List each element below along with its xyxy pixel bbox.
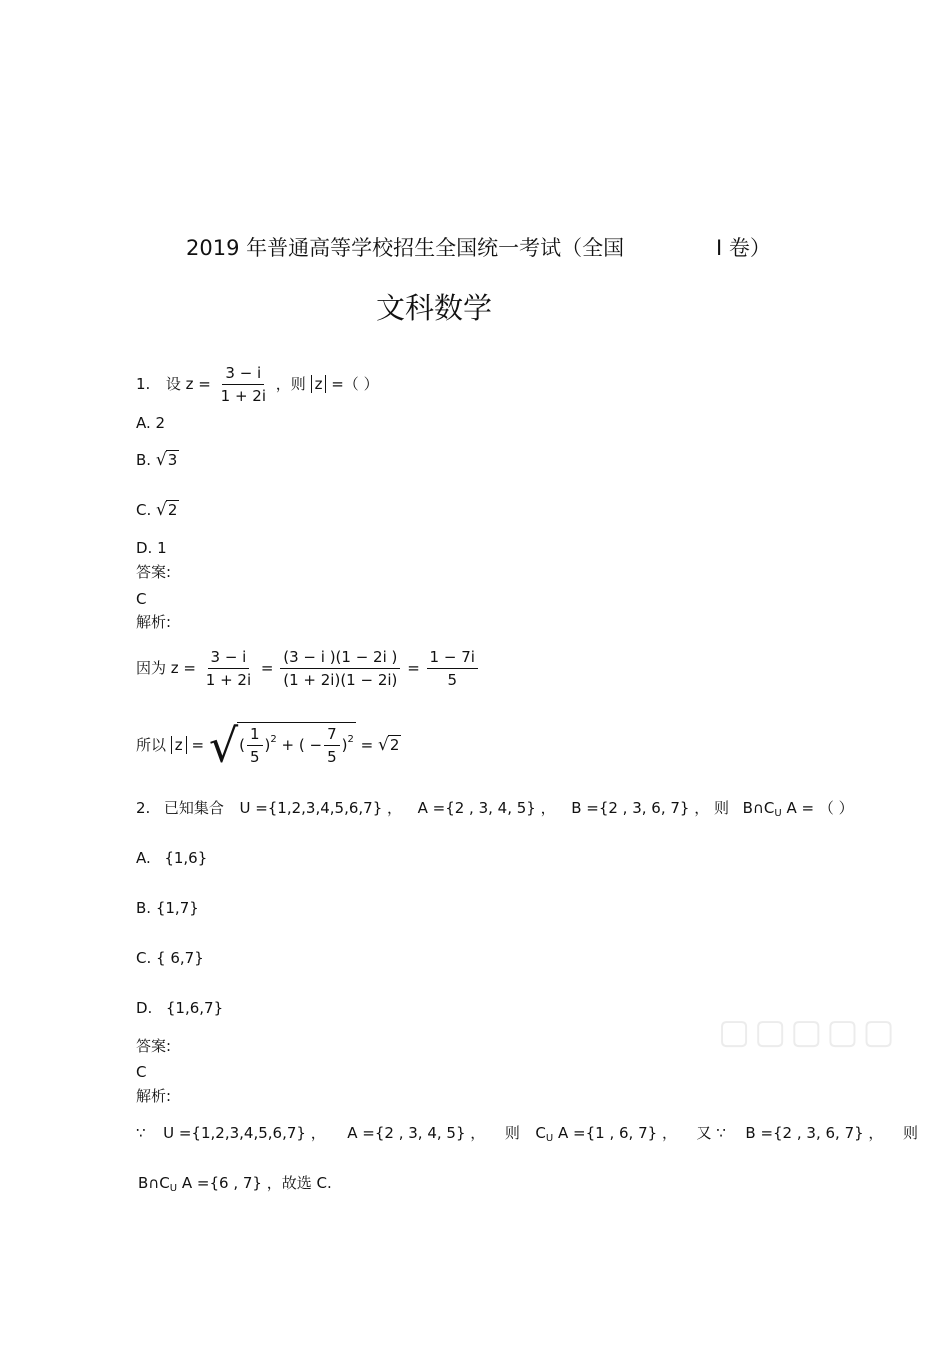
q1-sol2-eq: = (191, 736, 205, 754)
because-icon: ∵ (136, 1124, 146, 1142)
q1-sol1-frac3-num: 1 − 7i (427, 648, 478, 669)
q1-sol2-frac2-num: 7 (324, 725, 340, 746)
q1-frac-denominator: 1 + 2i (220, 387, 266, 405)
q2-option-c (136, 949, 204, 967)
q1-sol2-frac2-den: 5 (327, 748, 337, 766)
q2-expr-complement: C (763, 799, 775, 817)
q1-sol2-open1: ( (239, 736, 245, 754)
q1-sol1-pre: 因为 z = (136, 659, 196, 677)
q1-stem (136, 364, 379, 405)
q1-sol2-square2: 2 (347, 734, 354, 745)
q2-sol1-set-b: B ={2 , 3, 6, 7} ， (745, 1124, 884, 1142)
q1-option-a (136, 414, 165, 432)
q2-answer: C (136, 1063, 147, 1081)
q1-solution-line1 (136, 648, 480, 689)
q1-sol2-plus: + ( − (281, 736, 323, 754)
q1-sol2-frac2 (324, 725, 340, 766)
q2-option-a-value: {1,6} (164, 849, 208, 867)
q1-prompt-mid: ，则 (275, 375, 306, 393)
q1-sol2-frac1-num: 1 (247, 725, 263, 746)
q1-sol2-frac1 (247, 725, 263, 766)
q1-abs-z: z (311, 375, 327, 393)
q1-sol2-close1: ) (264, 736, 271, 754)
q2-solution-line1 (136, 1124, 918, 1148)
q2-option-d-label: D. (136, 999, 153, 1017)
intersection-icon: ∩ (752, 799, 764, 817)
q2-sol1-complement-sub: U (545, 1133, 554, 1144)
q1-option-a-value: 2 (155, 414, 166, 432)
q2-blank: （ ） (818, 799, 854, 817)
q1-option-b-value: 3 (167, 451, 178, 469)
q1-frac-numerator: 3 − i (222, 364, 264, 385)
exam-title: 2019 年普通高等学校招生全国统一考试（全国 (186, 236, 625, 260)
q2-option-b-value: {1,7} (155, 899, 199, 917)
sqrt-icon: √ (156, 500, 167, 520)
q2-sol1-set-u: U ={1,2,3,4,5,6,7} ， (163, 1124, 326, 1142)
q1-sol2-result-eq: = (360, 736, 374, 754)
q1-fraction (218, 364, 269, 405)
q1-sol1-frac2-num: (3 − i )(1 − 2i ) (280, 648, 400, 669)
q1-sol2-result: 2 (389, 736, 400, 754)
q2-analysis-label: 解析: (136, 1087, 172, 1105)
q1-sol2-radicand (237, 722, 356, 766)
q2-stem (136, 799, 854, 823)
q2-set-u: U ={1,2,3,4,5,6,7} ， (239, 799, 403, 817)
q1-sol2-pre: 所以 (136, 736, 167, 754)
q2-set-b: B ={2 , 3, 6, 7} ， (571, 799, 710, 817)
sqrt-icon: √ (208, 718, 239, 773)
q2-option-c-label: C. (136, 949, 152, 967)
q1-option-c-label: C. (136, 501, 152, 519)
q1-option-a-label: A. (136, 414, 151, 432)
q1-option-d-label: D. (136, 539, 153, 557)
q2-sol2-complement: C (159, 1174, 170, 1192)
watermark: ▢▢▢▢▢ (718, 1012, 899, 1052)
q2-sol2-complement-sub: U (169, 1183, 178, 1194)
q1-sol1-frac3 (427, 648, 478, 689)
q2-option-a-label: A. (136, 849, 151, 867)
q2-then: 则 (714, 799, 730, 817)
q2-expr-complement-sub: U (774, 808, 782, 819)
q2-sol1-then2: 则 (903, 1124, 919, 1142)
q2-sol1-set-a: A ={2 , 3, 4, 5} ， (347, 1124, 486, 1142)
sqrt-icon: √ (155, 450, 167, 470)
q2-sol1-also: 又 ∵ (696, 1124, 726, 1142)
q2-sol1-then: 则 (504, 1124, 520, 1142)
exam-subtitle: 文科数学 (376, 291, 493, 325)
q1-option-d (136, 539, 167, 557)
q2-sol1-complement-result: A ={1 , 6, 7} ， (558, 1124, 677, 1142)
q1-option-d-value: 1 (157, 539, 167, 557)
intersection-icon: ∩ (148, 1174, 160, 1192)
q2-option-d-value: {1,6,7} (165, 999, 224, 1017)
q2-number: 2. (136, 799, 151, 817)
q2-option-b (136, 899, 199, 917)
q2-prompt: 已知集合 (163, 799, 224, 817)
q1-prompt-post: =（ ） (331, 375, 379, 393)
q2-answer-label: 答案: (136, 1037, 172, 1055)
q2-expr-a: A = (786, 799, 815, 817)
exam-title-suffix: I 卷） (716, 236, 771, 260)
q1-option-b-label: B. (136, 451, 152, 469)
q2-option-b-label: B. (136, 899, 152, 917)
q2-sol1-complement: C (535, 1124, 546, 1142)
q1-answer-label: 答案: (136, 563, 172, 581)
q2-sol2-rest: A ={6 , 7} ，故选 C. (181, 1174, 332, 1192)
q2-option-d (136, 999, 223, 1017)
q1-sol1-eq1: = (260, 659, 274, 677)
q1-answer: C (136, 590, 147, 608)
q1-option-c-value: 2 (167, 501, 178, 519)
q1-sol2-close2: ) (341, 736, 348, 754)
q2-set-a: A ={2 , 3, 4, 5} ， (417, 799, 556, 817)
q2-solution-line2 (138, 1174, 332, 1198)
q1-sol1-frac3-den: 5 (447, 671, 457, 689)
q1-sol1-frac1-den: 1 + 2i (205, 671, 252, 689)
q1-sol1-frac2 (280, 648, 400, 689)
q2-sol2-b: B (138, 1174, 149, 1192)
q2-option-a (136, 849, 207, 867)
q1-sol1-frac1 (203, 648, 254, 689)
q1-sol1-frac2-den: (1 + 2i)(1 − 2i) (283, 671, 398, 689)
q1-number: 1. (136, 375, 151, 393)
q1-option-c (136, 500, 179, 519)
q2-option-c-value: { 6,7} (156, 949, 204, 967)
q1-sol1-eq2: = (407, 659, 420, 677)
q1-sol1-frac1-num: 3 − i (208, 648, 250, 669)
q1-sol2-square1: 2 (270, 734, 277, 745)
q1-prompt-pre: 设 z = (165, 375, 211, 393)
q1-sol2-abs-z: z (171, 736, 187, 754)
q1-option-b (136, 450, 179, 469)
q1-sol2-frac1-den: 5 (249, 748, 260, 766)
q2-expr-b: B (742, 799, 753, 817)
sqrt-icon: √ (378, 735, 389, 755)
q1-solution-line2 (136, 718, 401, 773)
q1-analysis-label: 解析: (136, 613, 172, 631)
